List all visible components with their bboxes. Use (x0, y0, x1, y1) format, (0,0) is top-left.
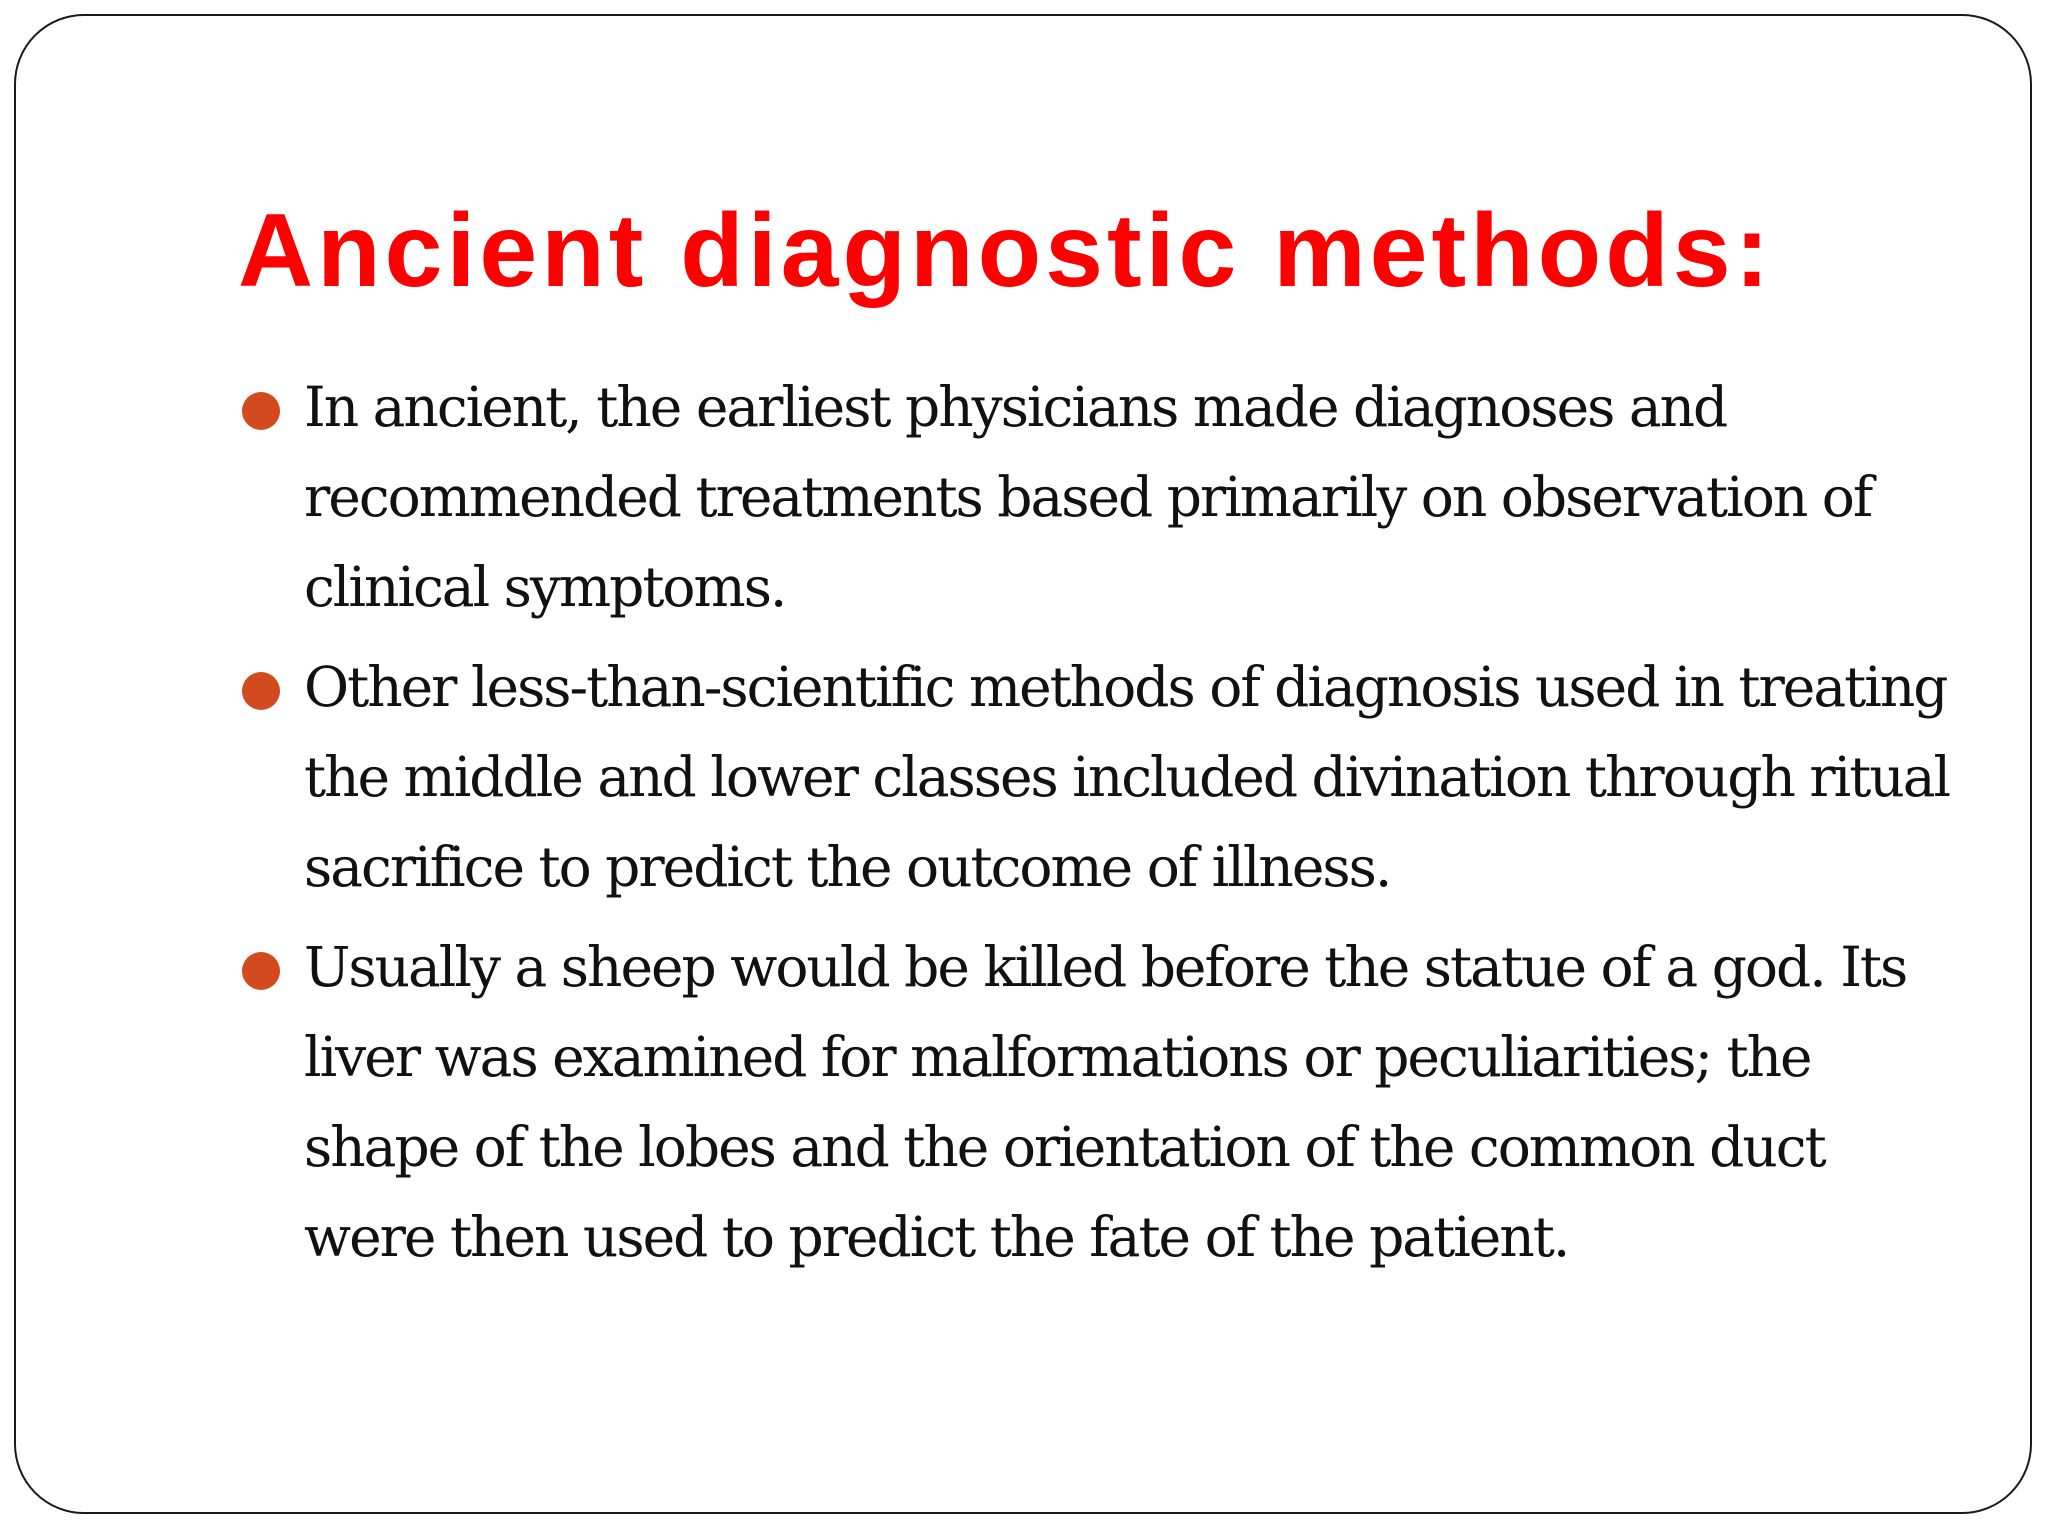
bullet-dot-icon (242, 672, 280, 710)
bullet-item (236, 642, 1956, 912)
bullet-item (236, 922, 1956, 1282)
slide-frame (14, 14, 2032, 1514)
bullet-dot-icon (242, 392, 280, 430)
bullet-text: In ancient, the earliest physicians made diagnoses and recommended treatments based primarily on observation of clinical symptoms. (304, 375, 1872, 619)
slide-title: Ancient diagnostic methods: (238, 193, 1774, 309)
bullet-text: Usually a sheep would be killed before the statue of a god. Its liver was examined for malformations or peculiarities; the shape of the lobes and the orientation of the common duct were then used to predict the fate of the patient. (304, 935, 1907, 1269)
bullet-dot-icon (242, 952, 280, 990)
bullet-list (236, 362, 1956, 1292)
bullet-text: Other less-than-scientific methods of diagnosis used in treating the middle and lower classes included divination through ritual sacrifice to predict the outcome of illness. (304, 655, 1950, 899)
bullet-item (236, 362, 1956, 632)
